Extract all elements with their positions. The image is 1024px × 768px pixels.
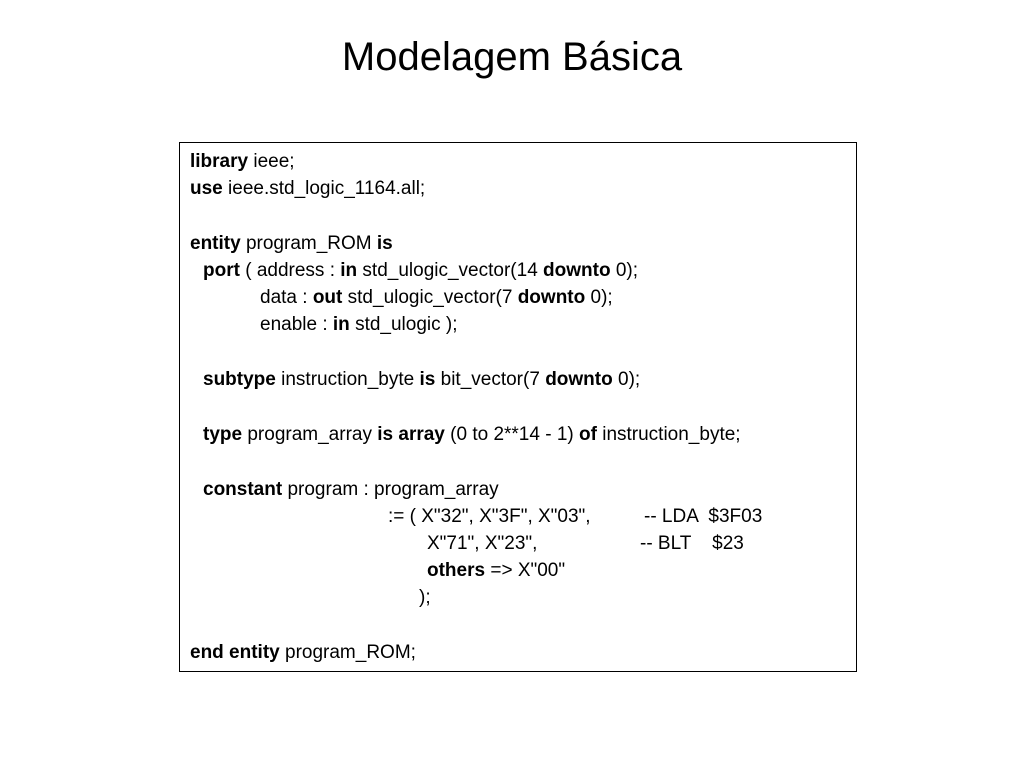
keyword: downto — [517, 287, 586, 308]
code-text: program_array — [242, 424, 378, 445]
keyword: port — [203, 260, 240, 281]
keyword: type — [203, 424, 243, 445]
code-line-others — [427, 557, 565, 584]
keyword: subtype — [203, 369, 276, 390]
code-line-program-values-2 — [427, 530, 537, 557]
keyword: end entity — [190, 642, 280, 663]
code-line-enable-port — [260, 311, 458, 338]
code-line-entity — [190, 230, 393, 257]
keyword: use — [190, 178, 223, 199]
code-text: data : — [260, 287, 313, 308]
code-text: 0); — [612, 369, 641, 390]
code-text: ); — [419, 587, 431, 608]
keyword: downto — [545, 369, 613, 390]
code-text: std_ulogic_vector(7 — [342, 287, 518, 308]
code-text: enable : — [260, 314, 333, 335]
keyword: others — [427, 560, 486, 581]
slide-title: Modelagem Básica — [341, 35, 683, 79]
keyword: constant — [203, 479, 283, 500]
code-text: (0 to 2**14 - 1) — [444, 424, 579, 445]
code-text: ( address : — [239, 260, 341, 281]
code-comment-lda: -- LDA $3F03 — [644, 506, 763, 527]
code-text: program_ROM — [240, 233, 377, 254]
code-text: 0); — [610, 260, 639, 281]
keyword: is array — [377, 424, 445, 445]
code-box — [179, 142, 857, 672]
keyword: in — [340, 260, 358, 281]
code-text: 0); — [585, 287, 613, 308]
code-line-data-port — [260, 284, 613, 311]
code-line-use — [190, 175, 425, 202]
code-text: ieee.std_logic_1164.all; — [222, 178, 426, 199]
code-text: instruction_byte — [275, 369, 420, 390]
code-text: program : program_array — [282, 479, 499, 500]
code-line-library — [190, 148, 295, 175]
code-line-close-paren — [419, 584, 431, 611]
keyword: in — [332, 314, 350, 335]
keyword: library — [190, 151, 249, 172]
code-text: X"71", X"23", — [427, 533, 538, 554]
code-comment-blt: -- BLT $23 — [640, 533, 744, 554]
keyword: is — [376, 233, 393, 254]
keyword: is — [419, 369, 436, 390]
code-text: std_ulogic ); — [349, 314, 458, 335]
keyword: downto — [543, 260, 611, 281]
code-text: bit_vector(7 — [435, 369, 546, 390]
code-text: => X"00" — [485, 560, 566, 581]
keyword: entity — [190, 233, 241, 254]
code-text: ieee; — [248, 151, 295, 172]
keyword: out — [312, 287, 343, 308]
code-text: program_ROM; — [279, 642, 416, 663]
code-line-constant — [203, 476, 499, 503]
code-line-subtype — [203, 366, 640, 393]
code-line-port — [203, 257, 638, 284]
code-line-end-entity — [190, 639, 416, 666]
code-text: std_ulogic_vector(14 — [357, 260, 544, 281]
code-text: := ( X"32", X"3F", X"03", — [388, 506, 591, 527]
code-line-type — [203, 421, 741, 448]
code-text: instruction_byte; — [596, 424, 741, 445]
keyword: of — [579, 424, 597, 445]
code-line-program-values-1 — [388, 503, 591, 530]
